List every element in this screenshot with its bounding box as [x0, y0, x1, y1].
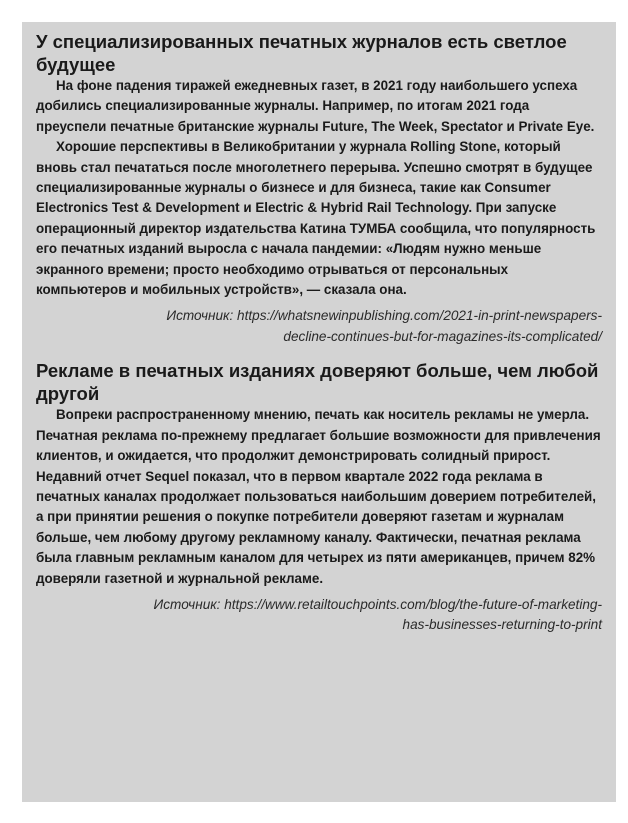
source-line: decline-continues-but-for-magazines-its-complicated/: [283, 328, 602, 344]
article-paragraph: Хорошие перспективы в Великобритании у журнала Rolling Stone, который вновь стал печататься после многолетнего перерыва. Успешно смотрят в будущее специализированные журналы о бизнесе и для бизнеса, такие как Consumer Electronics Test & Development и Electric & Hybrid Rail Technology. При запуске операционный директор издательства Катина ТУМБА сообщила, что популярность его печатных изданий выросла с начала пандемии: «Людям нужно меньше экранного времени; просто необходимо отрываться от персональных компьютеров и мобильных устройств», — сказала она.: [36, 139, 596, 298]
article-paragraph: Вопреки распространенному мнению, печать как носитель рекламы не умерла. Печатная реклама по-прежнему предлагает большие возможности для привлечения клиентов, и ожидается, что продолжит демонстрировать солидный прирост. Недавний отчет Sequel показал, что в первом квартале 2022 года реклама в печатных каналах продолжает пользоваться наибольшим доверием потребителей, а при принятии решения о покупке потребители доверяют газетам и журналам больше, чем любому другому рекламному каналу. Фактически, печатная реклама была главным рекламным каналом для четырех из пяти американцев, причем 82% доверяли газетной и журнальной рекламе.: [36, 407, 601, 586]
source-line: has-businesses-returning-to-print: [402, 617, 602, 633]
article-title: У специализированных печатных журналов есть светлое будущее: [36, 31, 567, 75]
news-panel: [22, 22, 616, 802]
article-paragraph: На фоне падения тиражей ежедневных газет, в 2021 году наибольшего успеха добились специализированные журналы. Например, по итогам 2021 года преуспели печатные британские журналы Future, The Week, Spectator и Private Eye.: [36, 78, 595, 134]
source-line: Источник: https://whatsnewinpublishing.com/2021-in-print-newspapers-: [166, 308, 602, 324]
article-source: [36, 595, 602, 636]
article-source: [36, 306, 602, 347]
article-print-magazines: [36, 30, 602, 347]
article-title: Рекламе в печатных изданиях доверяют больше, чем любой другой: [36, 360, 599, 405]
article-print-advertising: [36, 359, 602, 635]
source-line: Источник: https://www.retailtouchpoints.com/blog/the-future-of-marketing-: [153, 596, 602, 612]
